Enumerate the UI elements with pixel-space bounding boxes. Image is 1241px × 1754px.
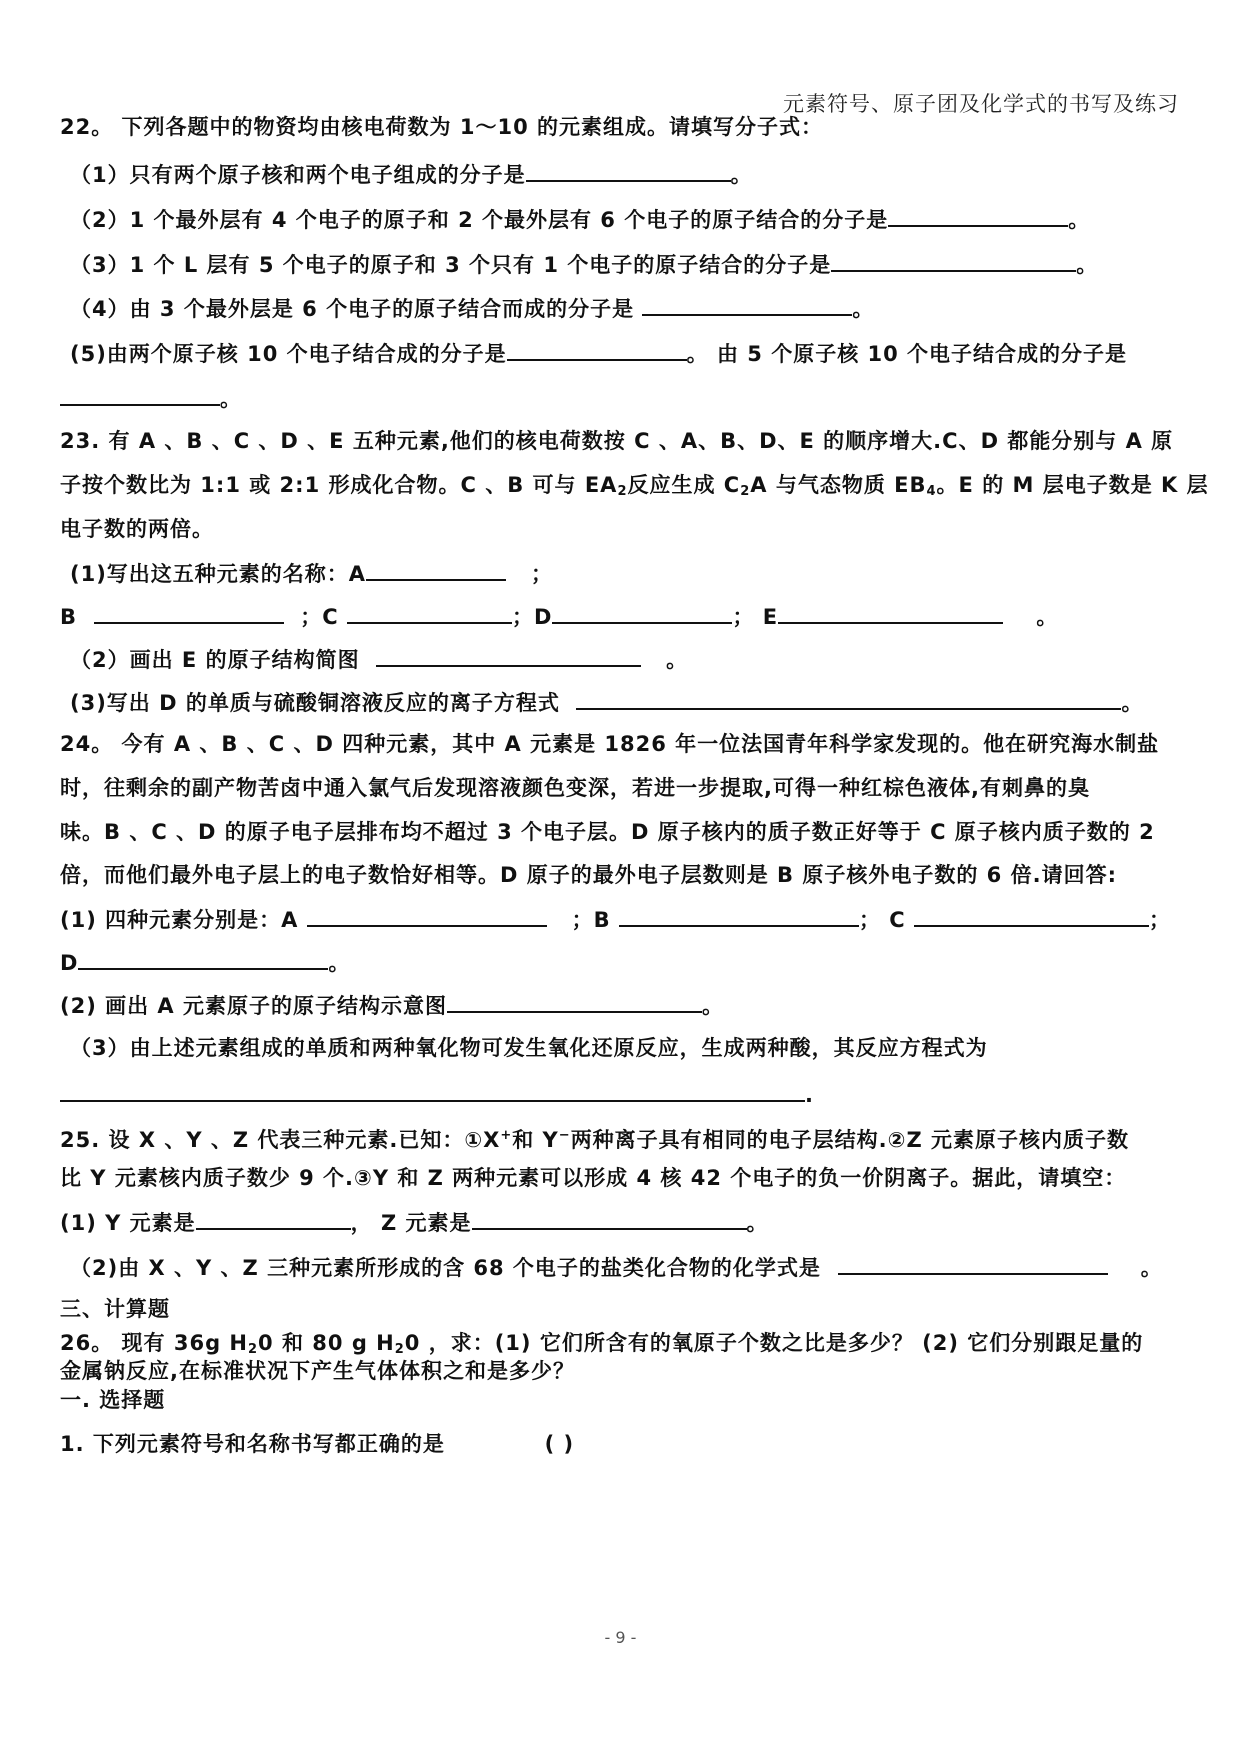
answer-paren[interactable]: ( ) — [544, 1432, 575, 1456]
answer-blank[interactable] — [347, 600, 512, 624]
answer-blank[interactable] — [60, 1078, 805, 1102]
answer-blank[interactable] — [778, 600, 1003, 624]
answer-blank[interactable] — [526, 158, 731, 182]
q22-stem: 22。 下列各题中的物资均由核电荷数为 1～10 的元素组成。请填写分子式： — [60, 115, 823, 139]
q22-part2: （2）1 个最外层有 4 个电子的原子和 2 个最外层有 6 个电子的原子结合的分子是 。 — [70, 203, 1201, 235]
answer-blank[interactable] — [831, 248, 1076, 272]
q23-stem-line2: 子按个数比为 1:1 或 2:1 形成化合物。C 、B 可与 $EA_2$反应生成 $C_2A$ 与气态物质 $EB_4$。E 的 M 层电子数是 K 层 — [60, 473, 1209, 499]
q25-stem-line1: 25. 设 X 、Y 、Z 代表三种元素.已知：①X+和 Y−两种离子具有相同的电子层结构.②Z 元素原子核内质子数 — [60, 1128, 1129, 1152]
q24-stem-line3: 味。B 、C 、D 的原子电子层排布均不超过 3 个电子层。D 原子核内的质子数正好等于 C 原子核内质子数的 2 — [60, 820, 1155, 844]
q23-part1-cont: B ；C ；D ； E 。 — [60, 600, 1201, 632]
q23-stem-line1: 23. 有 A 、B 、C 、D 、E 五种元素,他们的核电荷数按 C 、A、B、D、E 的顺序增大.C、D 都能分别与 A 原 — [60, 429, 1174, 453]
q24-part3-cont: . — [60, 1078, 1201, 1110]
answer-blank[interactable] — [196, 1206, 351, 1230]
q24-part2: (2) 画出 A 元素原子的原子结构示意图 。 — [60, 989, 1201, 1021]
q22-part3: （3）1 个 L 层有 5 个电子的原子和 3 个只有 1 个电子的原子结合的分子是 。 — [70, 248, 1201, 280]
section-heading-calculation: 三、计算题 — [60, 1297, 170, 1321]
q23-part3: (3)写出 D 的单质与硫酸铜溶液反应的离子方程式 。 — [70, 686, 1201, 718]
q23-stem-line3: 电子数的两倍。 — [60, 517, 214, 541]
answer-blank[interactable] — [447, 989, 702, 1013]
q24-stem-line2: 时，往剩余的副产物苦卤中通入氯气后发现溶液颜色变深，若进一步提取,可得一种红棕色液体,有刺鼻的臭 — [60, 776, 1090, 800]
q25-stem-line2: 比 Y 元素核内质子数少 9 个.③Y 和 Z 两种元素可以形成 4 核 42 个电子的负一价阴离子。据此，请填空： — [60, 1166, 1127, 1190]
answer-blank[interactable] — [838, 1251, 1108, 1275]
answer-blank[interactable] — [94, 600, 284, 624]
answer-blank[interactable] — [507, 337, 687, 361]
answer-blank[interactable] — [307, 903, 547, 927]
answer-blank[interactable] — [576, 686, 1121, 710]
answer-blank[interactable] — [376, 643, 641, 667]
answer-blank[interactable] — [366, 557, 506, 581]
q24-part1: (1) 四种元素分别是：A ；B ； C ； — [60, 903, 1201, 935]
q25-part1: (1) Y 元素是 ， Z 元素是 。 — [60, 1206, 1201, 1238]
answer-blank[interactable] — [472, 1206, 747, 1230]
q22-part4: （4）由 3 个最外层是 6 个电子的原子结合而成的分子是 。 — [70, 292, 1201, 324]
section-heading-choice: 一. 选择题 — [60, 1388, 166, 1412]
answer-blank[interactable] — [78, 946, 328, 970]
q24-part3: （3）由上述元素组成的单质和两种氧化物可发生氧化还原反应，生成两种酸，其反应方程式为 — [70, 1036, 988, 1060]
answer-blank[interactable] — [914, 903, 1149, 927]
q24-stem-line1: 24。 今有 A 、B 、C 、D 四种元素，其中 A 元素是 1826 年一位法国青年科学家发现的。他在研究海水制盐 — [60, 732, 1160, 756]
q1-stem: 1. 下列元素符号和名称书写都正确的是 ( ) — [60, 1432, 575, 1456]
q22-part5: (5)由两个原子核 10 个电子结合成的分子是 。 由 5 个原子核 10 个电子结合成的分子是 — [70, 337, 1201, 369]
answer-blank[interactable] — [888, 203, 1068, 227]
page-header: 元素符号、原子团及化学式的书写及练习 — [783, 92, 1179, 116]
q24-stem-line4: 倍，而他们最外电子层上的电子数恰好相等。D 原子的最外电子层数则是 B 原子核外电子数的 6 倍.请回答: — [60, 863, 1117, 887]
page-number: - 9 - — [604, 1628, 637, 1647]
q22-part5-cont: 。 — [60, 382, 1201, 414]
q24-part1-cont: D 。 — [60, 946, 1201, 978]
answer-blank[interactable] — [619, 903, 859, 927]
answer-blank[interactable] — [60, 382, 220, 406]
q22-part1: （1）只有两个原子核和两个电子组成的分子是 。 — [70, 158, 1201, 190]
q23-part1: (1)写出这五种元素的名称：A ； — [70, 557, 1201, 589]
q26-stem-line1: 26。 现有 36g $H_20$ 和 80 g $H_20$ ，求：(1) 它们所含有的氧原子个数之比是多少？ (2) 它们分别跟足量的 — [60, 1331, 1144, 1357]
q26-stem-line2: 金属钠反应,在标准状况下产生气体体积之和是多少？ — [60, 1359, 575, 1383]
q25-part2: （2)由 X 、Y 、Z 三种元素所形成的含 68 个电子的盐类化合物的化学式是 。 — [70, 1251, 1201, 1283]
q23-part2: （2）画出 E 的原子结构简图 。 — [70, 643, 1201, 675]
answer-blank[interactable] — [642, 292, 852, 316]
answer-blank[interactable] — [552, 600, 732, 624]
